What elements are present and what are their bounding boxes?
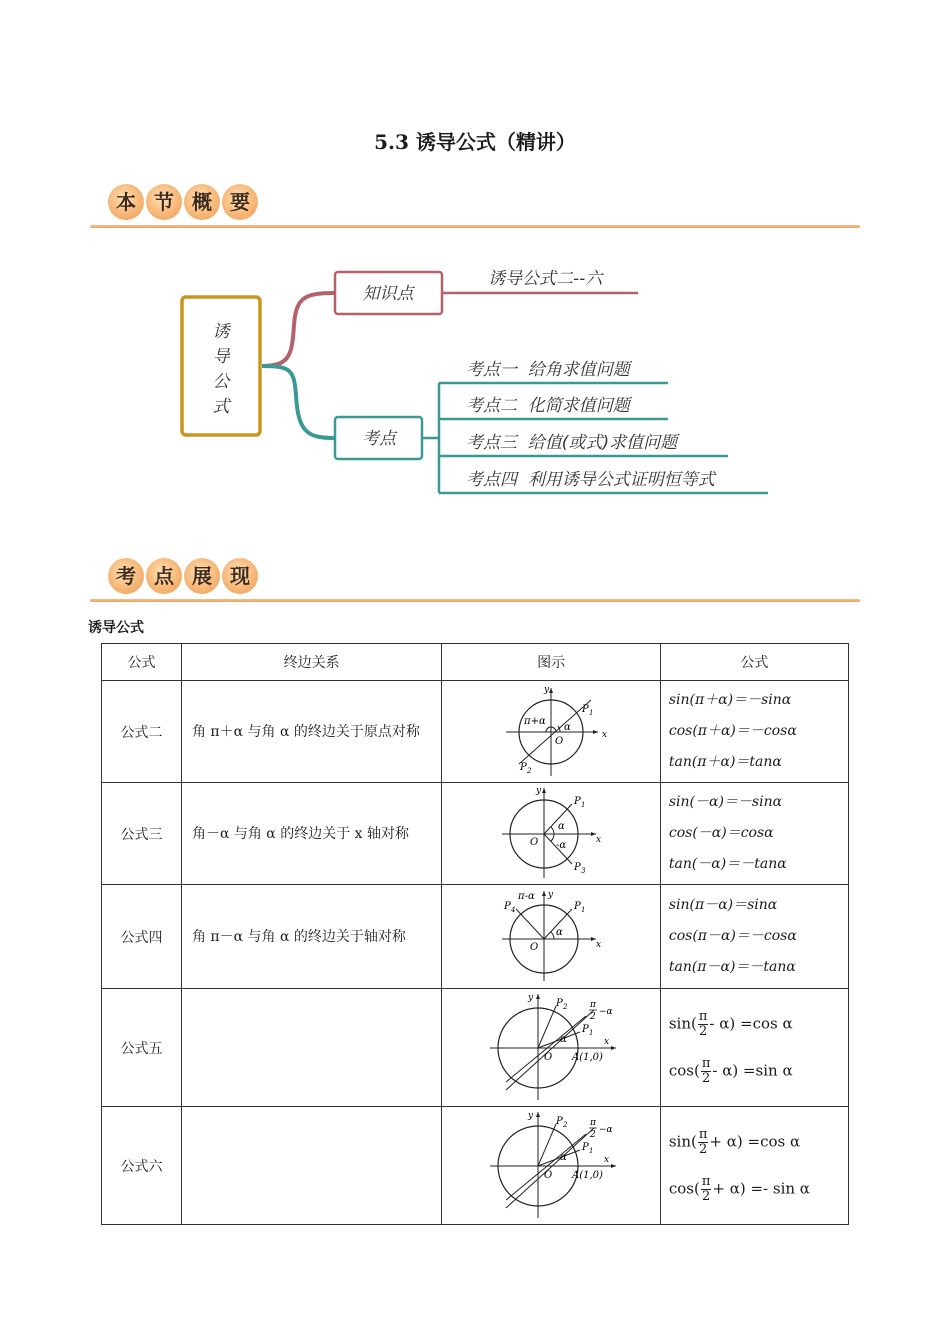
table-header: 终边关系 bbox=[181, 644, 441, 681]
point-label: P bbox=[574, 795, 581, 807]
diagram-cell bbox=[442, 681, 661, 783]
point-label: P bbox=[520, 761, 527, 773]
banner-char: 节 bbox=[146, 184, 182, 220]
angle-label: −α bbox=[599, 1124, 613, 1135]
page-title: 5.3 诱导公式（精讲） bbox=[374, 130, 576, 154]
angle-label: −α bbox=[599, 1006, 613, 1017]
table-header: 公式 bbox=[102, 644, 182, 681]
formula-cell bbox=[660, 681, 848, 783]
banner-char: 考 bbox=[108, 558, 144, 594]
axis-label: y bbox=[544, 684, 550, 695]
formula-part: + α) =cos α bbox=[709, 1132, 801, 1150]
axis-label: x bbox=[604, 1036, 610, 1047]
point-label-sub: 2 bbox=[527, 766, 532, 775]
origin-label: O bbox=[530, 941, 539, 953]
angle-label: 2 bbox=[590, 1129, 596, 1140]
table-row bbox=[102, 989, 849, 1107]
point-label-sub: 1 bbox=[589, 708, 594, 717]
fraction-numerator: π bbox=[698, 1126, 708, 1142]
formula-part: cos( bbox=[668, 1179, 700, 1197]
axis-label: x bbox=[604, 1154, 610, 1165]
mindmap-exam-label: 考点 bbox=[362, 429, 396, 449]
banner-char: 概 bbox=[184, 184, 220, 220]
point-label-sub: 2 bbox=[563, 1120, 568, 1129]
angle-label: π bbox=[590, 999, 597, 1010]
axis-label: x bbox=[596, 939, 602, 950]
formula-line bbox=[669, 1010, 840, 1039]
point-label-sub: 1 bbox=[589, 1146, 594, 1155]
formula-cell bbox=[660, 783, 848, 885]
formula-line: sin(π－α)＝sinα bbox=[668, 897, 778, 913]
point-label: P bbox=[582, 1141, 589, 1153]
banner-char: 要 bbox=[222, 184, 258, 220]
section-banner-examples bbox=[90, 558, 860, 604]
axis-label: y bbox=[528, 992, 534, 1003]
formula-cell bbox=[660, 1107, 848, 1225]
point-label: A(1,0) bbox=[572, 1169, 604, 1181]
angle-label: α bbox=[564, 721, 571, 733]
fraction-denominator: 2 bbox=[701, 1188, 711, 1204]
point-label-sub: 2 bbox=[563, 1002, 568, 1011]
formula-line bbox=[669, 1057, 840, 1086]
banner-underline bbox=[90, 225, 860, 228]
origin-label: O bbox=[555, 735, 564, 747]
mindmap-root-char: 式 bbox=[212, 397, 230, 417]
point-label: P bbox=[556, 997, 563, 1009]
point-label-sub: 1 bbox=[581, 905, 586, 914]
table-header: 图示 bbox=[442, 644, 661, 681]
formula-name: 公式二 bbox=[102, 681, 182, 783]
origin-label: O bbox=[544, 1169, 553, 1181]
unit-circle-diagram bbox=[476, 990, 626, 1102]
terminal-side-relation: 角－α 与角 α 的终边关于 x 轴对称 bbox=[181, 783, 441, 885]
formula-line: cos(π－α)＝－cosα bbox=[668, 928, 797, 944]
table-row bbox=[102, 1107, 849, 1225]
angle-label: α bbox=[560, 1151, 567, 1163]
table-header: 公式 bbox=[660, 644, 848, 681]
banner-char: 现 bbox=[222, 558, 258, 594]
point-label-sub: 4 bbox=[511, 905, 516, 914]
point-label: P bbox=[582, 703, 589, 715]
diagram-cell bbox=[442, 989, 661, 1107]
point-label: P bbox=[556, 1115, 563, 1127]
table-row bbox=[102, 783, 849, 885]
banner-char: 展 bbox=[184, 558, 220, 594]
angle-label: π+α bbox=[524, 715, 546, 727]
axis-label: x bbox=[596, 834, 602, 845]
origin-label: O bbox=[544, 1051, 553, 1063]
fraction bbox=[701, 1057, 712, 1086]
formula-part: + α) =- sin α bbox=[712, 1179, 810, 1197]
terminal-side-relation bbox=[181, 989, 441, 1107]
fraction-numerator: π bbox=[701, 1055, 711, 1071]
angle-label: -α bbox=[556, 839, 567, 851]
mindmap-exam-item: 考点三 给值(或式)求值问题 bbox=[466, 433, 678, 453]
mindmap-root-char: 诱 bbox=[212, 322, 230, 342]
table-row bbox=[102, 681, 849, 783]
angle-label: α bbox=[560, 1033, 567, 1045]
formula-line: cos(－α)＝cosα bbox=[668, 825, 774, 841]
formula-part: sin( bbox=[668, 1014, 697, 1032]
fraction-denominator: 2 bbox=[699, 1141, 708, 1157]
axis-label: x bbox=[602, 729, 608, 740]
formula-line: tan(－α)＝－tanα bbox=[668, 856, 787, 872]
formula-part: sin( bbox=[668, 1132, 697, 1150]
point-label: P bbox=[582, 1023, 589, 1035]
formula-part: cos( bbox=[668, 1061, 700, 1079]
point-label-sub: 1 bbox=[581, 800, 586, 809]
diagram-cell bbox=[442, 885, 661, 989]
axis-label: y bbox=[536, 785, 542, 796]
mindmap-exam-item: 考点二 化简求值问题 bbox=[466, 396, 630, 416]
diagram-cell bbox=[442, 1107, 661, 1225]
formula-name: 公式四 bbox=[102, 885, 182, 989]
formula-cell bbox=[660, 885, 848, 989]
fraction-numerator: π bbox=[701, 1173, 711, 1189]
angle-label: π bbox=[590, 1117, 597, 1128]
fraction bbox=[701, 1175, 712, 1204]
connector-knowledge bbox=[262, 293, 335, 366]
unit-circle-diagram bbox=[496, 682, 606, 778]
unit-circle-diagram bbox=[496, 784, 606, 880]
point-label: P bbox=[574, 861, 581, 873]
mindmap-exam-item: 考点四 利用诱导公式证明恒等式 bbox=[466, 470, 715, 490]
angle-label: π-α bbox=[518, 890, 535, 902]
formula-cell bbox=[660, 989, 848, 1107]
formula-part: - α) =sin α bbox=[712, 1061, 793, 1079]
mindmap-knowledge-label: 知识点 bbox=[362, 284, 414, 304]
formula-line bbox=[669, 1128, 840, 1157]
formula-table bbox=[101, 643, 849, 1225]
formula-line: sin(－α)＝－sinα bbox=[668, 794, 783, 810]
mindmap-root-char: 公 bbox=[212, 372, 230, 392]
fraction-denominator: 2 bbox=[699, 1023, 708, 1039]
point-label-sub: 3 bbox=[581, 866, 586, 875]
point-label-sub: 1 bbox=[589, 1028, 594, 1037]
angle-label: α bbox=[556, 926, 563, 938]
point-label: A(1,0) bbox=[572, 1051, 604, 1063]
fraction bbox=[698, 1128, 709, 1157]
table-row bbox=[102, 885, 849, 989]
formula-line: tan(π－α)＝－tanα bbox=[668, 959, 796, 975]
formula-name: 公式三 bbox=[102, 783, 182, 885]
table-header-row bbox=[102, 644, 849, 681]
formula-name: 公式五 bbox=[102, 989, 182, 1107]
diagram-cell bbox=[442, 783, 661, 885]
mindmap-root-char: 导 bbox=[212, 347, 230, 367]
unit-circle-diagram bbox=[496, 887, 606, 983]
mindmap-exam-item: 考点一 给角求值问题 bbox=[466, 360, 630, 380]
section-banner-overview bbox=[90, 184, 860, 230]
section-label: 诱导公式 bbox=[88, 620, 144, 636]
banner-underline bbox=[90, 599, 860, 602]
formula-part: - α) =cos α bbox=[709, 1014, 793, 1032]
terminal-side-relation: 角 π－α 与角 α 的终边关于轴对称 bbox=[181, 885, 441, 989]
banner-char: 本 bbox=[108, 184, 144, 220]
unit-circle-diagram bbox=[476, 1108, 626, 1220]
angle-label: α bbox=[558, 820, 565, 832]
formula-line: tan(π＋α)＝tanα bbox=[668, 754, 782, 770]
connector-exam bbox=[262, 366, 335, 438]
terminal-side-relation bbox=[181, 1107, 441, 1225]
formula-line: cos(π＋α)＝－cosα bbox=[668, 723, 797, 739]
fraction-numerator: π bbox=[698, 1008, 708, 1024]
formula-name: 公式六 bbox=[102, 1107, 182, 1225]
axis-label: y bbox=[548, 889, 554, 900]
banner-char: 点 bbox=[146, 558, 182, 594]
mind-map bbox=[170, 255, 790, 515]
terminal-side-relation: 角 π＋α 与角 α 的终边关于原点对称 bbox=[181, 681, 441, 783]
formula-line: sin(π＋α)＝－sinα bbox=[668, 692, 792, 708]
formula-line bbox=[669, 1175, 840, 1204]
origin-label: O bbox=[530, 836, 539, 848]
axis-label: y bbox=[528, 1110, 534, 1121]
fraction bbox=[698, 1010, 709, 1039]
angle-label: 2 bbox=[590, 1011, 596, 1022]
point-label: P bbox=[504, 900, 511, 912]
mindmap-knowledge-item: 诱导公式二--六 bbox=[488, 269, 603, 289]
point-label: P bbox=[574, 900, 581, 912]
fraction-denominator: 2 bbox=[701, 1070, 711, 1086]
